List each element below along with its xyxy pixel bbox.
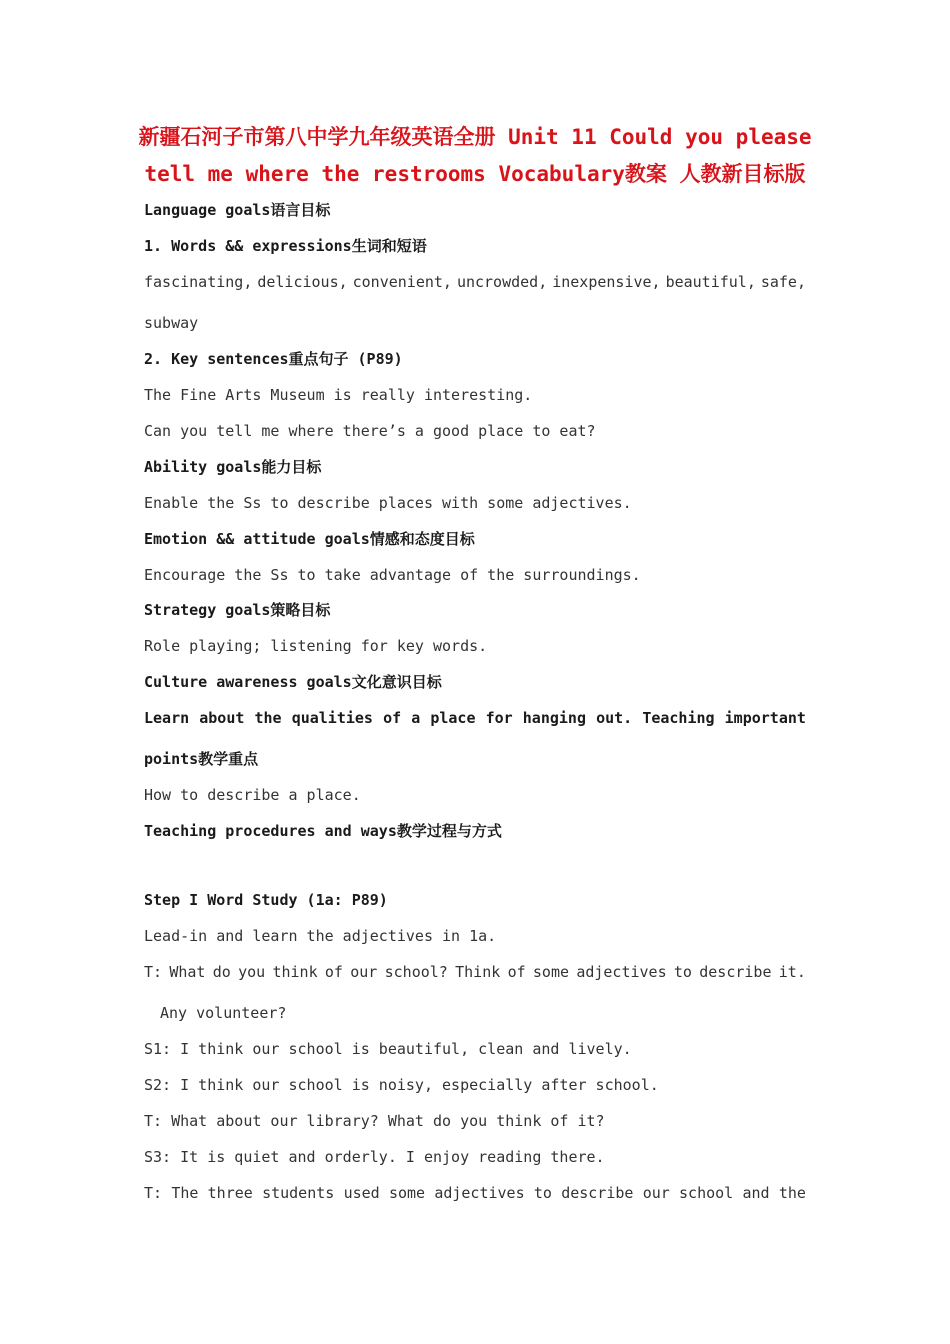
dialogue-t3-word: our [642,1184,670,1202]
culture-goals-text [144,708,806,728]
dialogue-t1-word: of [507,963,526,981]
dialogue-t1-word: think [272,963,318,981]
dialogue-t3-word: some [388,1184,426,1202]
dialogue-t3-word: three [207,1184,253,1202]
dialogue-t1-word: T: [144,963,163,981]
culture-word: about [199,709,245,727]
culture-word: hanging [522,709,586,727]
language-goals-heading: Language goals语言目标 [144,201,331,219]
dialogue-t3-word: students [262,1184,335,1202]
vocabulary-word: inexpensive, [552,273,661,291]
dialogue-t1-word: adjectives [576,963,667,981]
step-1-heading: Step I Word Study (1a: P89) [144,891,388,909]
dialogue-t1-continued: Any volunteer? [160,1004,287,1022]
culture-word: Learn [144,709,190,727]
vocabulary-word: convenient, [352,273,452,291]
dialogue-t3-word: the [778,1184,806,1202]
vocabulary-word: delicious, [257,273,348,291]
step-1-lead-in: Lead-in and learn the adjectives in 1a. [144,927,497,945]
dialogue-t3-word: and [742,1184,770,1202]
culture-word: a [411,709,421,727]
document-title-line-1: 新疆石河子市第八中学九年级英语全册 Unit 11 Could you please [138,125,812,149]
emotion-goals-text: Encourage the Ss to take advantage of the surroundings. [144,566,641,584]
dialogue-t1-word: it. [778,963,806,981]
culture-word: the [254,709,282,727]
dialogue-t3-word: describe [561,1184,634,1202]
words-heading: 1. Words && expressions生词和短语 [144,237,427,255]
dialogue-t1-word: Think [455,963,501,981]
dialogue-t3-word: The [171,1184,199,1202]
culture-word: place [430,709,476,727]
dialogue-t1-word: of [324,963,343,981]
dialogue-t1 [144,962,806,982]
dialogue-t1-word: What [169,963,206,981]
vocabulary-list-continued: subway [144,314,199,332]
dialogue-t1-word: describe [699,963,772,981]
dialogue-t1-word: to [673,963,692,981]
dialogue-s3: S3: It is quiet and orderly. I enjoy reading there. [144,1148,605,1166]
dialogue-t1-word: you [238,963,266,981]
vocabulary-list [144,272,806,292]
teaching-points-text: How to describe a place. [144,786,361,804]
culture-word: out. [596,709,633,727]
key-sentences-heading: 2. Key sentences重点句子 (P89) [144,350,403,368]
culture-goals-heading: Culture awareness goals文化意识目标 [144,673,442,691]
dialogue-t1-word: do [212,963,231,981]
vocabulary-word: fascinating, [144,273,253,291]
dialogue-t3-word: adjectives [434,1184,525,1202]
culture-word: important [724,709,806,727]
key-sentence-1: The Fine Arts Museum is really interesting. [144,386,533,404]
dialogue-t1-word: some [532,963,570,981]
dialogue-t3-word: school [679,1184,734,1202]
strategy-goals-text: Role playing; listening for key words. [144,637,488,655]
culture-word: qualities [291,709,373,727]
teaching-points-heading: points教学重点 [144,750,259,768]
dialogue-t3-word: T: [144,1184,163,1202]
teaching-procedures-heading: Teaching procedures and ways教学过程与方式 [144,822,502,840]
vocabulary-word: safe, [760,273,806,291]
dialogue-t3-word: to [533,1184,552,1202]
strategy-goals-heading: Strategy goals策略目标 [144,601,331,619]
dialogue-t3-word: used [343,1184,380,1202]
dialogue-t2: T: What about our library? What do you think of it? [144,1112,605,1130]
document-title-line-2: tell me where the restrooms Vocabulary教案 人教新目标版 [144,162,806,186]
vocabulary-word: uncrowded, [456,273,548,291]
emotion-goals-heading: Emotion && attitude goals情感和态度目标 [144,530,475,548]
dialogue-t1-word: school? [384,963,448,981]
key-sentence-2: Can you tell me where there’s a good place to eat? [144,422,596,440]
ability-goals-text: Enable the Ss to describe places with some adjectives. [144,494,632,512]
ability-goals-heading: Ability goals能力目标 [144,458,322,476]
vocabulary-word: beautiful, [665,273,756,291]
dialogue-s1: S1: I think our school is beautiful, clean and lively. [144,1040,632,1058]
culture-word: Teaching [642,709,715,727]
culture-word: for [485,709,513,727]
dialogue-s2: S2: I think our school is noisy, especially after school. [144,1076,659,1094]
culture-word: of [383,709,402,727]
dialogue-t3 [144,1183,806,1203]
dialogue-t1-word: our [350,963,378,981]
